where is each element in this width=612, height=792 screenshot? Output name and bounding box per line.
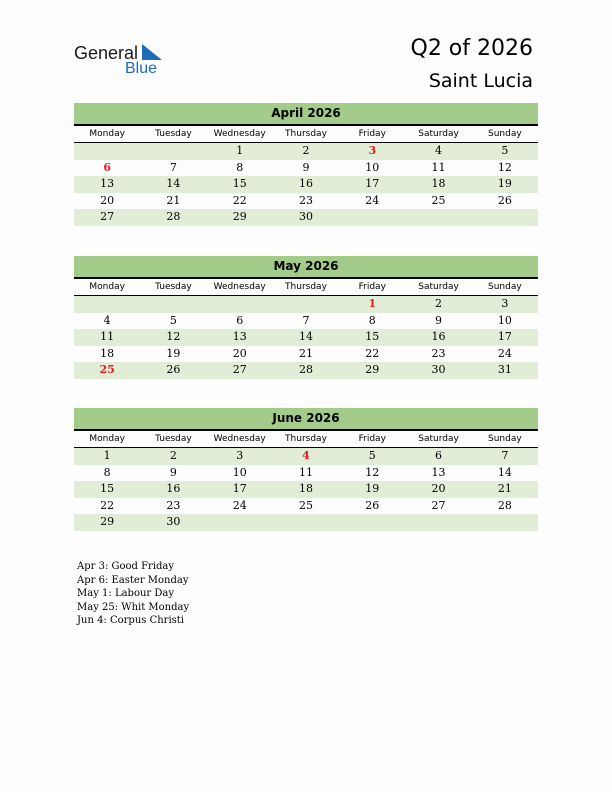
- day-cell: 29: [365, 363, 380, 376]
- day-cell: 22: [365, 346, 380, 360]
- day-cell: 10: [232, 465, 247, 479]
- day-cell: 29: [232, 210, 247, 223]
- day-cell: 23: [298, 193, 313, 207]
- weekday-label: Friday: [358, 434, 386, 444]
- day-cell: 5: [501, 144, 509, 157]
- day-cell: 6: [435, 449, 443, 462]
- day-cell: 24: [497, 346, 512, 360]
- day-cell: 2: [169, 449, 177, 462]
- week-row: [74, 465, 538, 482]
- day-cell: 23: [431, 346, 446, 360]
- weekday-label: Tuesday: [155, 129, 192, 139]
- month-title: June 2026: [74, 408, 538, 431]
- day-cell: 12: [166, 330, 181, 343]
- day-cell: 18: [298, 482, 313, 495]
- weekday-header-row: [74, 431, 538, 448]
- day-cell: 22: [232, 193, 247, 207]
- day-cell: 27: [100, 210, 115, 223]
- month-calendar: [74, 256, 538, 379]
- day-cell: 24: [365, 193, 380, 207]
- day-cell: 4: [103, 313, 111, 327]
- day-cell: 2: [435, 297, 443, 310]
- day-cell: 30: [166, 515, 181, 528]
- day-cell: [140, 296, 206, 313]
- day-cell: 20: [431, 482, 446, 495]
- day-cell: 8: [236, 160, 244, 174]
- day-cell: 30: [298, 210, 313, 223]
- day-cell: 13: [232, 330, 247, 343]
- weekday-label: Sunday: [487, 282, 522, 292]
- day-cell: [207, 514, 273, 531]
- page-title: Q2 of 2026: [410, 36, 533, 61]
- holiday-day-cell: 3: [368, 144, 377, 157]
- day-cell: 14: [298, 330, 313, 343]
- day-cell: 4: [435, 144, 443, 157]
- weeks-body: [74, 296, 538, 379]
- day-cell: 18: [100, 346, 115, 360]
- day-cell: 12: [365, 465, 380, 479]
- day-cell: 22: [100, 498, 115, 512]
- weekday-header-row: [74, 126, 538, 143]
- weekday-label: Thursday: [285, 129, 327, 139]
- holiday-item: Apr 6: Easter Monday: [77, 574, 189, 586]
- day-cell: 19: [166, 346, 181, 360]
- day-cell: [339, 209, 405, 226]
- week-row: [74, 143, 538, 160]
- country-name: Saint Lucia: [428, 70, 533, 92]
- day-cell: 15: [232, 177, 247, 190]
- holiday-item: Jun 4: Corpus Christi: [77, 615, 185, 626]
- weekday-label: Thursday: [285, 282, 327, 292]
- week-row: [74, 498, 538, 515]
- day-cell: 2: [302, 144, 310, 157]
- day-cell: 25: [298, 498, 313, 512]
- weekday-label: Saturday: [418, 282, 459, 292]
- weekday-label: Wednesday: [213, 129, 266, 139]
- month-title: April 2026: [74, 103, 538, 126]
- day-cell: 1: [236, 144, 244, 157]
- day-cell: 16: [431, 330, 446, 343]
- day-cell: 28: [166, 210, 181, 223]
- week-row: [74, 160, 538, 177]
- week-row: [74, 481, 538, 498]
- day-cell: [74, 296, 140, 313]
- holiday-item: Apr 3: Good Friday: [77, 561, 175, 572]
- day-cell: 13: [100, 177, 115, 190]
- day-cell: 7: [302, 313, 310, 327]
- week-row: [74, 514, 538, 531]
- day-cell: 12: [497, 160, 512, 174]
- holiday-day-cell: 1: [368, 297, 377, 310]
- day-cell: 23: [166, 498, 181, 512]
- weeks-body: [74, 143, 538, 226]
- day-cell: 17: [232, 482, 247, 495]
- day-cell: 9: [302, 160, 310, 174]
- day-cell: 8: [103, 465, 111, 479]
- day-cell: 11: [298, 465, 313, 479]
- weekday-label: Saturday: [418, 129, 459, 139]
- day-cell: 21: [166, 193, 181, 207]
- holiday-list: [77, 560, 189, 628]
- day-cell: 19: [497, 177, 512, 190]
- day-cell: 11: [431, 160, 446, 174]
- weekday-label: Saturday: [418, 434, 459, 444]
- month-calendar: [74, 103, 538, 226]
- day-cell: [472, 209, 538, 226]
- weekday-header-row: [74, 279, 538, 296]
- holiday-day-cell: 25: [99, 363, 115, 376]
- day-cell: 15: [100, 482, 115, 495]
- week-row: [74, 346, 538, 363]
- week-row: [74, 329, 538, 346]
- day-cell: [472, 514, 538, 531]
- month-title: May 2026: [74, 256, 538, 279]
- day-cell: 21: [298, 346, 313, 360]
- day-cell: 14: [497, 465, 512, 479]
- day-cell: 27: [431, 498, 446, 512]
- day-cell: 15: [365, 330, 380, 343]
- weekday-label: Tuesday: [155, 282, 192, 292]
- day-cell: 6: [236, 313, 244, 327]
- day-cell: [339, 514, 405, 531]
- logo-blue-text: Blue: [125, 60, 158, 77]
- week-row: [74, 448, 538, 465]
- day-cell: 17: [365, 177, 380, 190]
- week-row: [74, 176, 538, 193]
- weekday-label: Monday: [89, 434, 125, 444]
- weekday-label: Tuesday: [155, 434, 192, 444]
- weekday-label: Friday: [358, 282, 386, 292]
- day-cell: 14: [166, 177, 181, 190]
- day-cell: [140, 143, 206, 160]
- logo: [74, 43, 174, 79]
- day-cell: [405, 514, 471, 531]
- weekday-label: Friday: [358, 129, 386, 139]
- day-cell: 5: [169, 313, 177, 327]
- day-cell: 8: [368, 313, 376, 327]
- holiday-item: May 1: Labour Day: [77, 588, 174, 599]
- week-row: [74, 209, 538, 226]
- day-cell: 3: [236, 449, 244, 462]
- month-calendar: [74, 408, 538, 531]
- day-cell: 30: [431, 363, 446, 376]
- day-cell: 7: [169, 160, 177, 174]
- day-cell: 20: [100, 193, 115, 207]
- weekday-label: Wednesday: [213, 434, 266, 444]
- weekday-label: Wednesday: [213, 282, 266, 292]
- day-cell: 26: [497, 193, 512, 207]
- day-cell: 19: [365, 482, 380, 495]
- day-cell: 28: [497, 498, 512, 512]
- day-cell: [74, 143, 140, 160]
- weekday-label: Sunday: [487, 434, 522, 444]
- week-row: [74, 193, 538, 210]
- day-cell: 1: [103, 449, 111, 462]
- day-cell: [405, 209, 471, 226]
- day-cell: [207, 296, 273, 313]
- day-cell: 9: [169, 465, 177, 479]
- day-cell: 11: [100, 330, 115, 343]
- day-cell: [273, 296, 339, 313]
- day-cell: 16: [166, 482, 181, 495]
- day-cell: 10: [365, 160, 380, 174]
- day-cell: [273, 514, 339, 531]
- day-cell: 16: [298, 177, 313, 190]
- holiday-day-cell: 6: [103, 160, 111, 174]
- day-cell: 17: [497, 330, 512, 343]
- logo-general-text: General: [74, 43, 139, 63]
- day-cell: 18: [431, 177, 446, 190]
- day-cell: 27: [232, 363, 247, 376]
- logo-flag-icon: [142, 44, 162, 60]
- day-cell: 24: [232, 498, 247, 512]
- weeks-body: [74, 448, 538, 531]
- day-cell: 26: [365, 498, 380, 512]
- day-cell: 20: [232, 346, 247, 360]
- holiday-item: May 25: Whit Monday: [77, 601, 190, 613]
- day-cell: 21: [497, 482, 512, 495]
- day-cell: 13: [431, 465, 446, 479]
- weekday-label: Thursday: [285, 434, 327, 444]
- day-cell: 29: [100, 515, 115, 528]
- day-cell: 9: [435, 313, 443, 327]
- day-cell: 25: [431, 193, 446, 207]
- weekday-label: Sunday: [487, 129, 522, 139]
- week-row: [74, 296, 538, 313]
- day-cell: 7: [501, 449, 509, 462]
- holiday-day-cell: 4: [302, 449, 310, 462]
- day-cell: 31: [497, 363, 512, 376]
- weekday-label: Monday: [89, 129, 125, 139]
- day-cell: 3: [501, 297, 509, 310]
- week-row: [74, 313, 538, 330]
- day-cell: 28: [298, 363, 313, 376]
- day-cell: 10: [497, 313, 512, 327]
- day-cell: 5: [368, 449, 376, 462]
- week-row: [74, 362, 538, 379]
- day-cell: 26: [166, 363, 181, 376]
- weekday-label: Monday: [89, 282, 125, 292]
